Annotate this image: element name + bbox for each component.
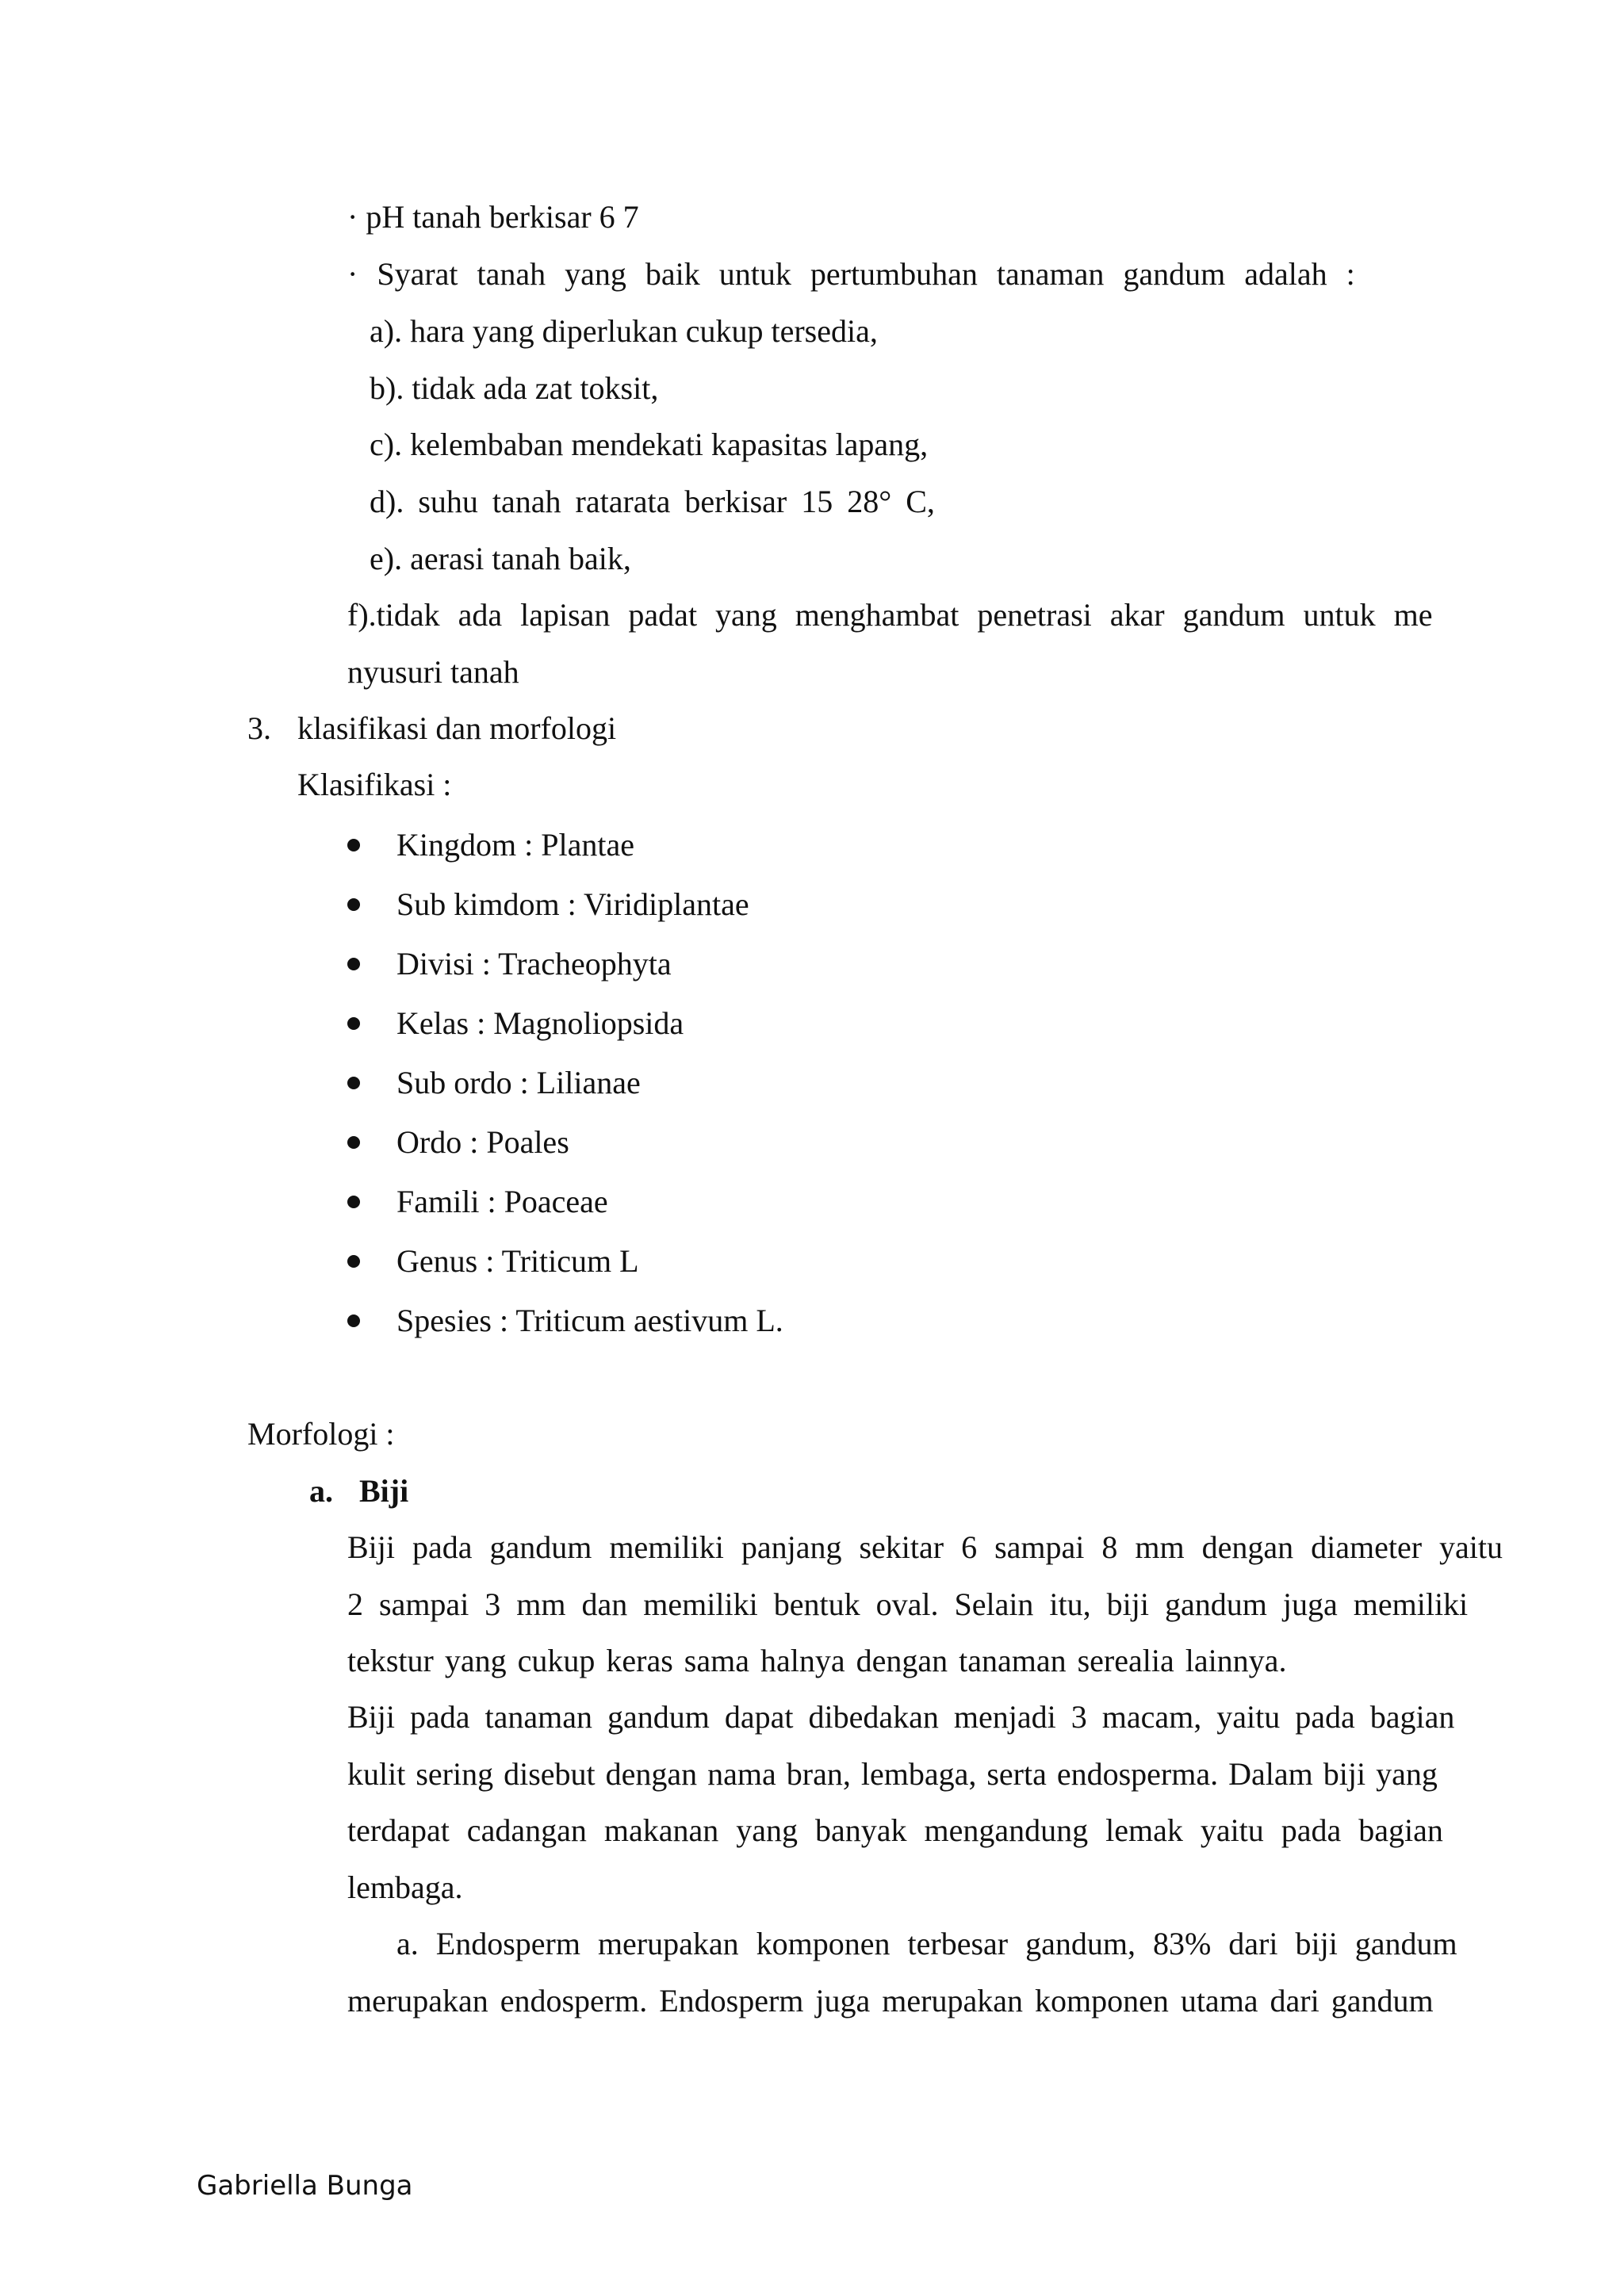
bullet-icon [347, 1314, 360, 1327]
subsection-letter: a. [309, 1473, 333, 1509]
subsection-title: Biji [359, 1473, 409, 1509]
paragraph-line: 2 sampai 3 mm dan memiliki bentuk oval. Selain itu, biji gandum juga memiliki [347, 1586, 1469, 1622]
classification-text: Genus : Triticum L [396, 1243, 639, 1279]
morfologi-label: Morfologi : [247, 1416, 395, 1452]
soil-item-d: d). suhu tanah ratarata berkisar 15 28° C, [370, 484, 935, 519]
soil-item-b: b). tidak ada zat toksit, [370, 370, 659, 406]
soil-item-f: f).tidak ada lapisan padat yang menghambat penetrasi akar gandum untuk me [347, 597, 1433, 633]
classification-text: Kelas : Magnoliopsida [396, 1005, 684, 1041]
bullet-icon [347, 1255, 360, 1268]
paragraph-line: merupakan endosperm. Endosperm juga merupakan komponen utama dari gandum [347, 1983, 1434, 2019]
paragraph-line: lembaga. [347, 1869, 463, 1905]
bullet-icon [347, 1196, 360, 1208]
classification-text: Famili : Poaceae [396, 1184, 608, 1219]
bullet-icon [347, 839, 360, 851]
footer-author: Gabriella Bunga [197, 2170, 413, 2202]
paragraph-line: a. Endosperm merupakan komponen terbesar gandum, 83% dari biji gandum [396, 1926, 1457, 1961]
classification-text: Spesies : Triticum aestivum L. [396, 1303, 783, 1338]
soil-item-e: e). aerasi tanah baik, [370, 541, 631, 576]
syarat-line: · Syarat tanah yang baik untuk pertumbuhan tanaman gandum adalah : [347, 256, 1355, 292]
classification-text: Kingdom : Plantae [396, 827, 634, 863]
bullet-icon [347, 1077, 360, 1089]
section-title: klasifikasi dan morfologi [297, 710, 617, 746]
classification-text: Sub ordo : Lilianae [396, 1065, 641, 1100]
paragraph-line: terdapat cadangan makanan yang banyak mengandung lemak yaitu pada bagian [347, 1812, 1443, 1848]
classification-text: Sub kimdom : Viridiplantae [396, 886, 749, 922]
soil-item-c: c). kelembaban mendekati kapasitas lapang, [370, 427, 929, 462]
bullet-icon [347, 1017, 360, 1030]
paragraph-line: kulit sering disebut dengan nama bran, lembaga, serta endosperma. Dalam biji yang [347, 1756, 1438, 1792]
bullet-icon [347, 1136, 360, 1149]
paragraph-line: Biji pada tanaman gandum dapat dibedakan menjadi 3 macam, yaitu pada bagian [347, 1699, 1455, 1735]
paragraph-line: Biji pada gandum memiliki panjang sekitar 6 sampai 8 mm dengan diameter yaitu [347, 1529, 1503, 1565]
classification-text: Ordo : Poales [396, 1124, 569, 1160]
bullet-icon [347, 898, 360, 911]
classification-text: Divisi : Tracheophyta [396, 946, 672, 982]
section-number: 3. [247, 710, 271, 746]
paragraph-line: tekstur yang cukup keras sama halnya dengan tanaman serealia lainnya. [347, 1643, 1287, 1678]
ph-line: · pH tanah berkisar 6 7 [347, 199, 639, 235]
bullet-icon [347, 958, 360, 970]
klasifikasi-label: Klasifikasi : [297, 767, 452, 802]
soil-item-a: a). hara yang diperlukan cukup tersedia, [370, 313, 878, 349]
soil-item-f-cont: nyusuri tanah [347, 654, 519, 690]
